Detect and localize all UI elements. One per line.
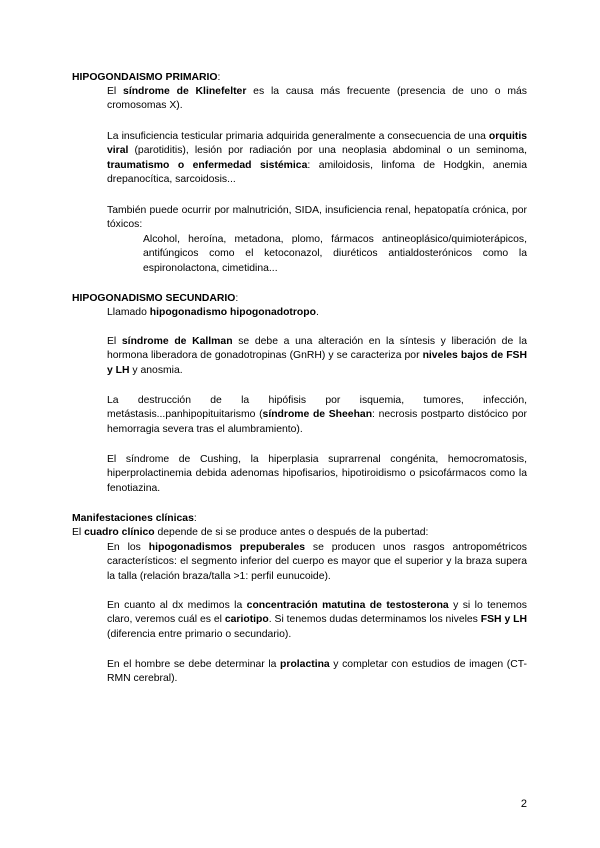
paragraph-insuficiencia-adquirida: La insuficiencia testicular primaria adquirida generalmente a consecuencia de una orquitis viral (parotiditis), lesión por radiación por una neoplasia abdominal o un seminoma, traumatismo o enfermedad sistémica: amiloidosis, linfoma de Hodgkin, anemia drepanocítica, sarcoidosis...	[107, 131, 528, 185]
section-heading-secundario: HIPOGONADISMO SECUNDARIO:	[72, 293, 239, 304]
paragraph-cushing: El síndrome de Cushing, la hiperplasia suprarrenal congénita, hemocromatosis, hiperprolactinemia debida adenomas hipofisarios, hipotiroidismo o psicofármacos como la fenotiazina.	[107, 454, 527, 494]
paragraph-klinefelter: El síndrome de Klinefelter es la causa más frecuente (presencia de uno o más cromosomas X).	[107, 86, 527, 112]
section-heading-primario: HIPOGONDAISMO PRIMARIO:	[72, 72, 221, 83]
paragraph-hipogonadotropo: Llamado hipogonadismo hipogonadotropo.	[107, 307, 319, 318]
paragraph-prepuberales: En los hipogonadismos prepuberales se producen unos rasgos antropométricos característicos: el segmento inferior del cuerpo es mayor que el superior y la braza supera la talla (relación braza/talla >1: perfil eunucoide).	[107, 542, 527, 582]
section-heading-manifestaciones: Manifestaciones clínicas:	[72, 513, 197, 524]
paragraph-testosterona: En cuanto al dx medimos la concentración matutina de testosterona y si lo tenemos claro, veremos cuál es el cariotipo. Si tenemos dudas determinamos los niveles FSH y LH (diferencia entre primario o secundario).	[107, 600, 528, 640]
page-number: 2	[520, 798, 527, 810]
paragraph-otras-causas: También puede ocurrir por malnutrición, SIDA, insuficiencia renal, hepatopatía crónica, por tóxicos:	[107, 205, 527, 231]
paragraph-kallman: El síndrome de Kallman se debe a una alteración en la síntesis y liberación de la hormona liberadora de gonadotropinas (GnRH) y se caracteriza por niveles bajos de FSH y LH y anosmia.	[107, 336, 527, 376]
paragraph-cuadro-clinico: El cuadro clínico depende de si se produce antes o después de la pubertad:	[72, 527, 429, 538]
paragraph-toxicos-list: Alcohol, heroína, metadona, plomo, fármacos antineoplásico/quimioterápicos, antifúngicos como el ketoconazol, diuréticos antialdosterónicos como la espironolactona, cimetidina...	[143, 234, 527, 274]
paragraph-sheehan: La destrucción de la hipófisis por isquemia, tumores, infección, metástasis...panhipopituitarismo (síndrome de Sheehan: necrosis postparto distócico por hemorragia severa tras el alumbramiento).	[107, 395, 527, 435]
paragraph-prolactina: En el hombre se debe determinar la prolactina y completar con estudios de imagen (CT-RMN cerebral).	[107, 659, 527, 685]
